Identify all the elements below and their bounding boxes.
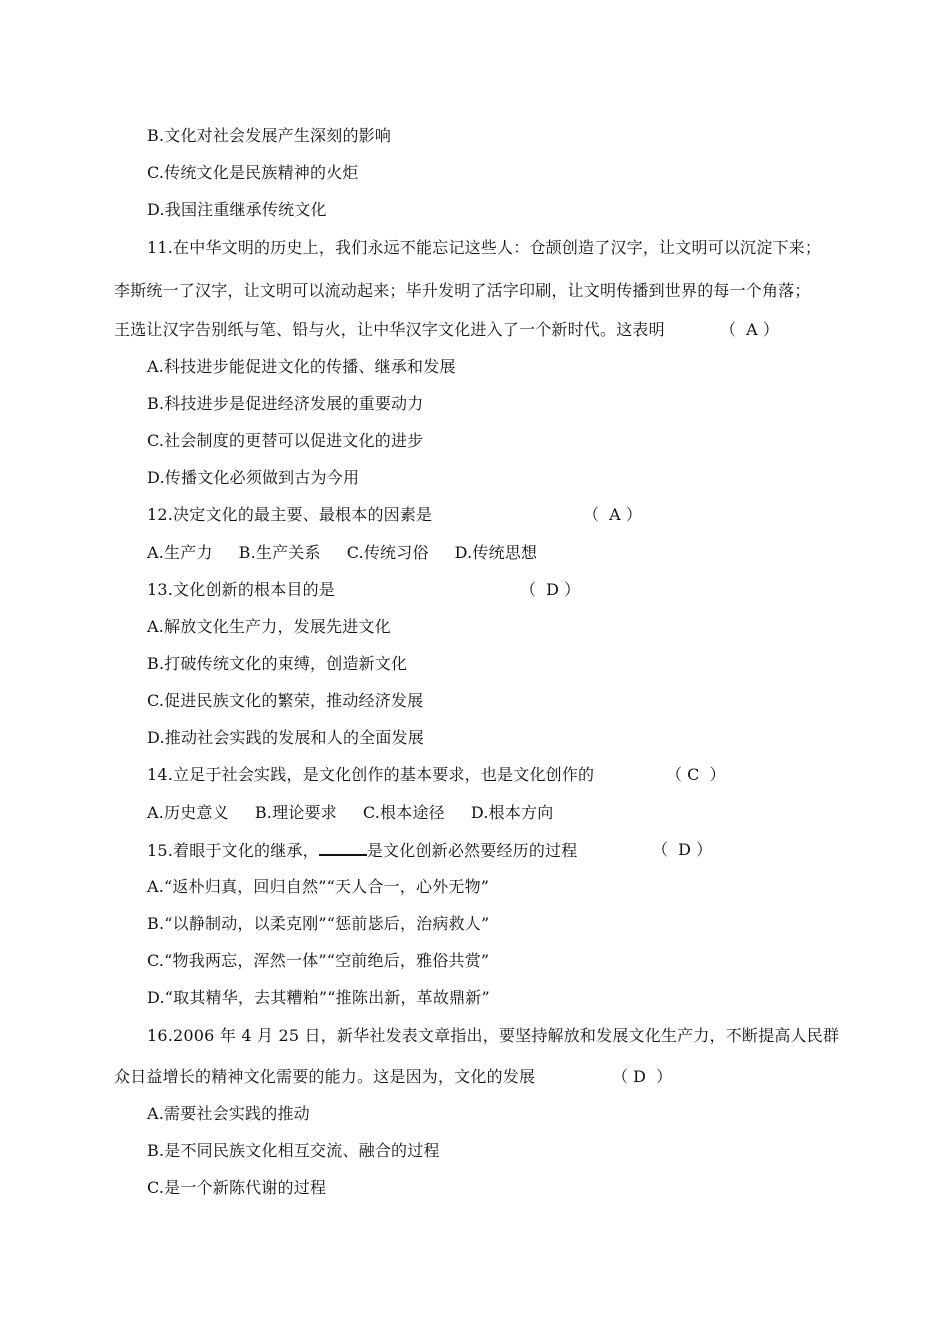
q13-option-b: B.打破传统文化的束缚，创造新文化 [147,654,408,673]
q14-option-b: B.理论要求 [254,803,337,822]
q12-stem: 12.决定文化的最主要、最根本的因素是 [147,505,433,524]
q16-option-b: B.是不同民族文化相互交流、融合的过程 [147,1141,440,1160]
q15-option-c: C.“物我两忘，浑然一体”“空前绝后，雅俗共赏” [147,951,490,970]
q11-option-c: C.社会制度的更替可以促进文化的进步 [147,431,424,450]
q14-option-c: C.根本途径 [362,803,445,822]
q10-option-b: B.文化对社会发展产生深刻的影响 [147,126,392,145]
q11-answer: （ A ） [720,320,779,339]
q15-option-a: A.“返朴归真，回归自然”“天人合一，心外无物” [147,877,490,896]
q10-option-c: C.传统文化是民族精神的火炬 [147,163,359,182]
q12-options [147,543,537,563]
q15-stem [147,840,577,861]
q16-option-c: C.是一个新陈代谢的过程 [147,1178,327,1197]
q13-option-d: D.推动社会实践的发展和人的全面发展 [147,728,424,747]
q13-answer: （ D ） [520,580,581,599]
q15-stem-before: 15.着眼于文化的继承， [147,841,319,860]
q13-stem: 13.文化创新的根本目的是 [147,580,336,599]
q14-option-a: A.历史意义 [147,803,229,822]
q13-option-c: C.促进民族文化的繁荣，推动经济发展 [147,691,424,710]
q14-options [147,803,553,823]
q12-option-b: B.生产关系 [238,543,321,562]
q12-answer: （ A ） [583,505,642,524]
q11-stem-line-2: 李斯统一了汉字，让文明可以流动起来；毕升发明了活字印刷，让文明传播到世界的每一个角落； [114,281,811,300]
q14-stem: 14.立足于社会实践，是文化创作的基本要求，也是文化创作的 [147,765,595,784]
q11-stem-line-3: 王选让汉字告别纸与笔、铅与火，让中华汉字文化进入了一个新时代。这表明 [114,320,665,339]
q15-fill-blank [319,840,367,856]
q11-option-d: D.传播文化必须做到古为今用 [147,468,360,487]
q14-option-d: D.根本方向 [470,803,554,822]
q12-option-d: D.传统思想 [454,543,538,562]
q15-stem-after: 是文化创新必然要经历的过程 [366,841,578,860]
q10-option-d: D.我国注重继承传统文化 [147,200,327,219]
q11-option-b: B.科技进步是促进经济发展的重要动力 [147,394,424,413]
q12-option-c: C.传统习俗 [346,543,429,562]
q12-option-a: A.生产力 [147,543,213,562]
q15-answer: （ D ） [652,840,713,859]
q16-stem-line-2: 众日益增长的精神文化需要的能力。这是因为，文化的发展 [114,1067,536,1086]
q13-option-a: A.解放文化生产力，发展先进文化 [147,617,391,636]
q15-option-d: D.“取其精华，去其糟粕”“推陈出新，革故鼎新” [147,988,490,1007]
q16-stem-line-1: 16.2006 年 4 月 25 日，新华社发表文章指出，要坚持解放和发展文化生产力，不断提高人民群 [147,1026,840,1045]
q11-stem-line-1: 11.在中华文明的历史上，我们永远不能忘记这些人：仓颉创造了汉字，让文明可以沉淀下来； [147,238,822,257]
q11-option-a: A.科技进步能促进文化的传播、继承和发展 [147,357,456,376]
q14-answer: （ C ） [666,765,726,784]
q16-answer: （ D ） [612,1067,673,1086]
q16-option-a: A.需要社会实践的推动 [147,1104,310,1123]
q15-option-b: B.“以静制动，以柔克刚”“惩前毖后，治病救人” [147,914,490,933]
